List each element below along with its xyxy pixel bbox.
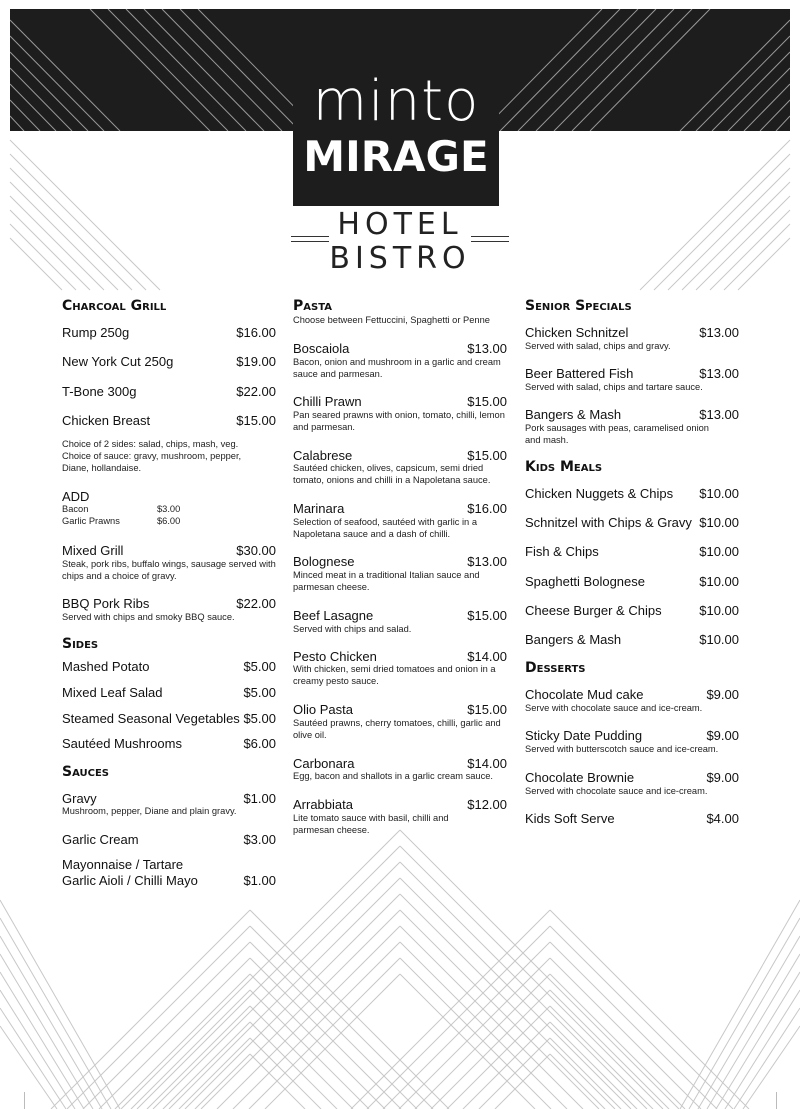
menu-item-name: Marinara <box>293 501 345 516</box>
menu-item-price: $22.00 <box>236 384 276 399</box>
pasta-intro: Choose between Fettuccini, Spaghetti or Penne <box>293 315 490 325</box>
subtitle-bistro: BISTRO <box>329 241 471 276</box>
menu-item-description: Minced meat in a traditional Italian sauce and parmesan cheese. <box>293 570 480 592</box>
menu-item-name: Fish & Chips <box>525 544 599 559</box>
menu-item-name: T-Bone 300g <box>62 384 137 399</box>
decorative-rule <box>291 241 329 242</box>
subtitle-hotel: HOTEL <box>337 207 463 242</box>
section-heading-desserts: Desserts <box>525 660 586 676</box>
add-item-name: Garlic Prawns <box>62 516 120 526</box>
menu-item-price: $16.00 <box>467 501 507 516</box>
menu-item-name: Gravy <box>62 791 97 806</box>
menu-item-name: Bangers & Mash <box>525 632 622 647</box>
menu-item-name: Chicken Schnitzel <box>525 325 629 340</box>
menu-item-name: Beef Lasagne <box>293 608 374 623</box>
menu-item-price: $12.00 <box>467 797 507 812</box>
menu-item-price: $9.00 <box>706 687 739 702</box>
menu-item-description: Sautéed chicken, olives, capsicum, semi dried tomato, onions and chilli in a Napoletana sauce. <box>293 463 491 485</box>
menu-item-name: Bolognese <box>293 554 355 569</box>
crop-mark <box>24 1092 25 1109</box>
menu-item-name: Sticky Date Pudding <box>525 728 643 743</box>
menu-item-price: $1.00 <box>243 873 276 888</box>
menu-item-price: $13.00 <box>699 407 739 422</box>
section-heading-senior-specials: Senior Specials <box>525 298 632 314</box>
logo-wordmark-minto: minto <box>312 69 480 134</box>
menu-item-price: $3.00 <box>243 832 276 847</box>
menu-item-description: Served with chips and smoky BBQ sauce. <box>62 612 235 622</box>
decorative-rule <box>471 241 509 242</box>
menu-item-name: Rump 250g <box>62 325 130 340</box>
menu-item-price: $10.00 <box>699 632 739 647</box>
crop-mark <box>776 1092 777 1109</box>
menu-item-price: $22.00 <box>236 596 276 611</box>
grill-choice-note: Choice of 2 sides: salad, chips, mash, veg. Choice of sauce: gravy, mushroom, pepper, Diane, hollandaise. <box>62 439 242 473</box>
menu-item-price: $13.00 <box>467 554 507 569</box>
menu-item-name: Arrabbiata <box>293 797 353 812</box>
menu-item-name: Olio Pasta <box>293 702 353 717</box>
menu-item-price: $13.00 <box>467 341 507 356</box>
menu-item-price: $30.00 <box>236 543 276 558</box>
menu-item-description: Pan seared prawns with onion, tomato, chilli, lemon and parmesan. <box>293 410 505 432</box>
menu-item-description: Egg, bacon and shallots in a garlic cream sauce. <box>293 771 493 781</box>
menu-item-description: Served with salad, chips and gravy. <box>525 341 671 351</box>
decorative-rule <box>291 236 329 237</box>
menu-item-price: $10.00 <box>699 515 739 530</box>
section-heading-pasta: Pasta <box>293 298 332 314</box>
menu-item-price: $14.00 <box>467 756 507 771</box>
menu-item-description: Mushroom, pepper, Diane and plain gravy. <box>62 806 237 816</box>
add-heading: ADD <box>62 489 90 504</box>
menu-item-name: BBQ Pork Ribs <box>62 596 150 611</box>
logo-wordmark-mirage: MIRAGE <box>303 132 489 181</box>
menu-item-description: Served with chips and salad. <box>293 624 412 634</box>
section-heading-kids-meals: Kids Meals <box>525 459 603 475</box>
menu-item-price: $1.00 <box>243 791 276 806</box>
menu-item-description: With chicken, semi dried tomatoes and onion in a creamy pesto sauce. <box>293 664 496 686</box>
menu-item-description: Served with salad, chips and tartare sauce. <box>525 382 703 392</box>
menu-item-price: $15.00 <box>467 702 507 717</box>
menu-item-price: $10.00 <box>699 603 739 618</box>
menu-item-description: Bacon, onion and mushroom in a garlic and cream sauce and parmesan. <box>293 357 501 379</box>
menu-item-name: Chilli Prawn <box>293 394 362 409</box>
add-item-name: Bacon <box>62 504 89 514</box>
menu-item-name: Chicken Breast <box>62 413 151 428</box>
menu-item-name: Mashed Potato <box>62 659 150 674</box>
menu-item-name: Mixed Grill <box>62 543 124 558</box>
menu-item-name: Garlic Cream <box>62 832 139 847</box>
menu-item-price: $19.00 <box>236 354 276 369</box>
menu-item-price: $14.00 <box>467 649 507 664</box>
menu-item-description: Pork sausages with peas, caramelised onion and mash. <box>525 423 709 445</box>
menu-item-price: $5.00 <box>243 659 276 674</box>
menu-item-name: Chicken Nuggets & Chips <box>525 486 674 501</box>
menu-item-price: $10.00 <box>699 486 739 501</box>
menu-item-price: $13.00 <box>699 366 739 381</box>
menu-item-name: Mixed Leaf Salad <box>62 685 163 700</box>
add-item-price: $3.00 <box>157 504 181 514</box>
menu-item-description: Served with butterscotch sauce and ice-cream. <box>525 744 719 754</box>
menu-item-description: Steak, pork ribs, buffalo wings, sausage served with chips and a choice of gravy. <box>62 559 276 581</box>
logo <box>293 56 499 206</box>
menu-item-name: Calabrese <box>293 448 353 463</box>
menu-item-price: $16.00 <box>236 325 276 340</box>
section-heading-sauces: Sauces <box>62 764 110 780</box>
add-item-price: $6.00 <box>157 516 181 526</box>
menu-item-name: Garlic Aioli / Chilli Mayo <box>62 873 198 888</box>
menu-item-price: $13.00 <box>699 325 739 340</box>
menu-item-name: Pesto Chicken <box>293 649 377 664</box>
menu-item-price: $10.00 <box>699 544 739 559</box>
menu-item-price: $6.00 <box>243 736 276 751</box>
menu-item-description: Served with chocolate sauce and ice-cream. <box>525 786 708 796</box>
menu-item-name: Cheese Burger & Chips <box>525 603 662 618</box>
menu-item-price: $5.00 <box>243 685 276 700</box>
menu-item-name: Steamed Seasonal Vegetables <box>62 711 240 726</box>
menu-item-name: Carbonara <box>293 756 355 771</box>
menu-item-price: $10.00 <box>699 574 739 589</box>
menu-item-name: Boscaiola <box>293 341 350 356</box>
menu-item-name: Chocolate Brownie <box>525 770 635 785</box>
section-heading-charcoal-grill: Charcoal Grill <box>62 298 167 314</box>
menu-item-description: Sautéed prawns, cherry tomatoes, chilli, garlic and olive oil. <box>293 718 501 740</box>
menu-item-price: $15.00 <box>467 448 507 463</box>
menu-item-name: Mayonnaise / Tartare <box>62 857 184 872</box>
decorative-rule <box>471 236 509 237</box>
menu-item-price: $9.00 <box>706 770 739 785</box>
menu-item-price: $15.00 <box>467 608 507 623</box>
menu-item-name: Beer Battered Fish <box>525 366 634 381</box>
menu-item-name: Sautéed Mushrooms <box>62 736 182 751</box>
menu-item-description: Lite tomato sauce with basil, chilli and parmesan cheese. <box>293 813 449 835</box>
menu-item-price: $5.00 <box>243 711 276 726</box>
menu-item-price: $15.00 <box>467 394 507 409</box>
menu-item-name: New York Cut 250g <box>62 354 174 369</box>
menu-item-price: $4.00 <box>706 811 739 826</box>
menu-item-name: Chocolate Mud cake <box>525 687 644 702</box>
menu-item-name: Kids Soft Serve <box>525 811 615 826</box>
menu-item-description: Selection of seafood, sautéed with garlic in a Napoletana sauce and a dash of chilli. <box>293 517 477 539</box>
menu-item-description: Serve with chocolate sauce and ice-cream. <box>525 703 703 713</box>
menu-item-price: $15.00 <box>236 413 276 428</box>
menu-item-price: $9.00 <box>706 728 739 743</box>
section-heading-sides: Sides <box>62 636 99 652</box>
menu-item-name: Schnitzel with Chips & Gravy <box>525 515 692 530</box>
menu-item-name: Spaghetti Bolognese <box>525 574 645 589</box>
menu-item-name: Bangers & Mash <box>525 407 622 422</box>
